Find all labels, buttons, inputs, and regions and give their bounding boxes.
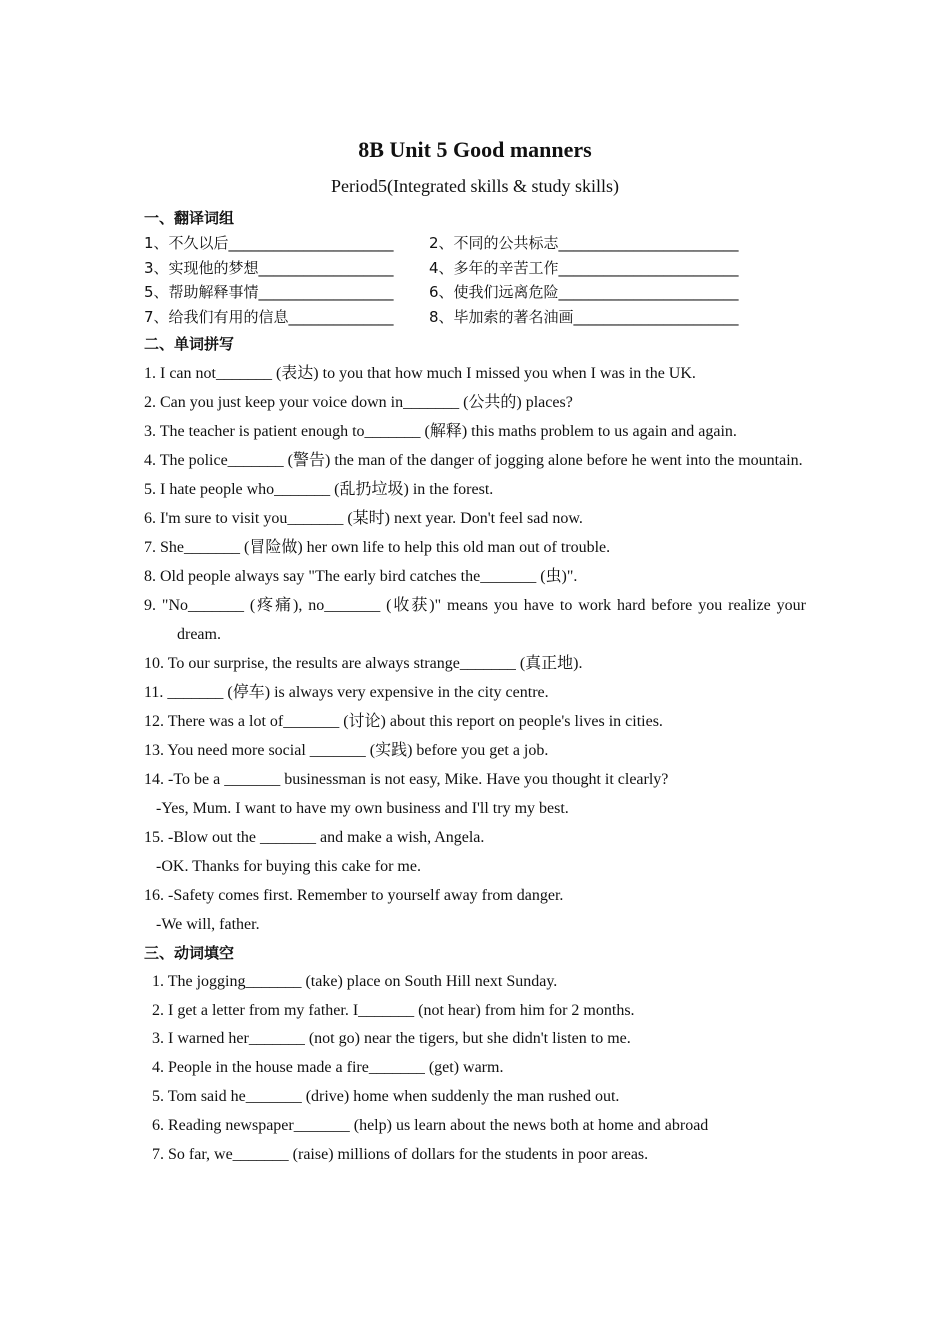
question-item: 4. People in the house made a fire_______ (get) warm. — [152, 1059, 504, 1077]
section-3-heading: 三、动词填空 — [144, 943, 235, 962]
dialogue-reply: -OK. Thanks for buying this cake for me. — [156, 857, 421, 875]
spelling-question-list — [144, 359, 806, 939]
question-item: 16. -Safety comes first. Remember to yourself away from danger. — [144, 886, 564, 904]
question-item: 13. You need more social _______ (实践) before you get a job. — [144, 741, 549, 759]
question-item: 6. Reading newspaper_______ (help) us learn about the news both at home and abroad — [152, 1116, 709, 1134]
question-item: 1. I can not_______ (表达) to you that how much I missed you when I was in the UK. — [144, 364, 696, 382]
question-item: 9. "No_______ (疼痛), no_______ (收获)" means you have to work hard before you realize your dream. — [144, 596, 806, 643]
question-item: 11. _______ (停车) is always very expensive in the city centre. — [144, 683, 549, 701]
dialogue-reply: -We will, father. — [156, 915, 260, 933]
phrase-item: 1、不久以后______________________ — [144, 234, 394, 252]
document-subtitle: Period5(Integrated skills & study skills) — [331, 176, 619, 196]
phrase-item: 6、使我们远离危险________________________ — [429, 283, 739, 302]
phrase-item: 3、实现他的梦想__________________ — [144, 258, 394, 277]
phrase-item: 7、给我们有用的信息______________ — [144, 308, 394, 327]
phrase-item: 4、多年的辛苦工作________________________ — [429, 258, 739, 277]
phrase-item: 8、毕加索的著名油画______________________ — [429, 308, 739, 327]
question-item: 14. -To be a _______ businessman is not easy, Mike. Have you thought it clearly? — [144, 770, 669, 788]
question-item: 8. Old people always say "The early bird catches the_______ (虫)". — [144, 567, 578, 585]
verb-fill-list — [144, 968, 806, 1170]
question-item: 10. To our surprise, the results are always strange_______ (真正地). — [144, 654, 583, 672]
question-item: 3. The teacher is patient enough to_______ (解释) this maths problem to us again and again. — [144, 422, 737, 440]
question-item: 3. I warned her_______ (not go) near the tigers, but she didn't listen to me. — [152, 1030, 631, 1048]
worksheet-page — [144, 134, 806, 1169]
section-1-heading: 一、翻译词组 — [144, 209, 235, 227]
question-item: 7. So far, we_______ (raise) millions of dollars for the students in poor areas. — [152, 1145, 649, 1163]
dialogue-reply: -Yes, Mum. I want to have my own business and I'll try my best. — [156, 799, 569, 817]
question-item: 5. I hate people who_______ (乱扔垃圾) in the forest. — [144, 480, 494, 498]
question-item: 2. Can you just keep your voice down in_______ (公共的) places? — [144, 393, 573, 411]
question-item: 5. Tom said he_______ (drive) home when suddenly the man rushed out. — [152, 1087, 620, 1105]
question-item: 1. The jogging_______ (take) place on South Hill next Sunday. — [152, 972, 558, 990]
phrase-item: 2、不同的公共标志________________________ — [429, 234, 739, 252]
question-item: 2. I get a letter from my father. I_______ (not hear) from him for 2 months. — [152, 1001, 635, 1019]
question-item: 6. I'm sure to visit you_______ (某时) next year. Don't feel sad now. — [144, 509, 583, 527]
phrase-translation-list — [144, 231, 806, 330]
section-2-heading: 二、单词拼写 — [144, 334, 235, 353]
document-title: 8B Unit 5 Good manners — [358, 137, 592, 162]
question-item: 4. The police_______ (警告) the man of the danger of jogging alone before he went into the mountain. — [144, 451, 803, 469]
phrase-item: 5、帮助解释事情__________________ — [144, 283, 394, 302]
question-item: 12. There was a lot of_______ (讨论) about this report on people's lives in cities. — [144, 712, 663, 730]
question-item: 7. She_______ (冒险做) her own life to help this old man out of trouble. — [144, 538, 611, 556]
question-item: 15. -Blow out the _______ and make a wish, Angela. — [144, 828, 485, 846]
